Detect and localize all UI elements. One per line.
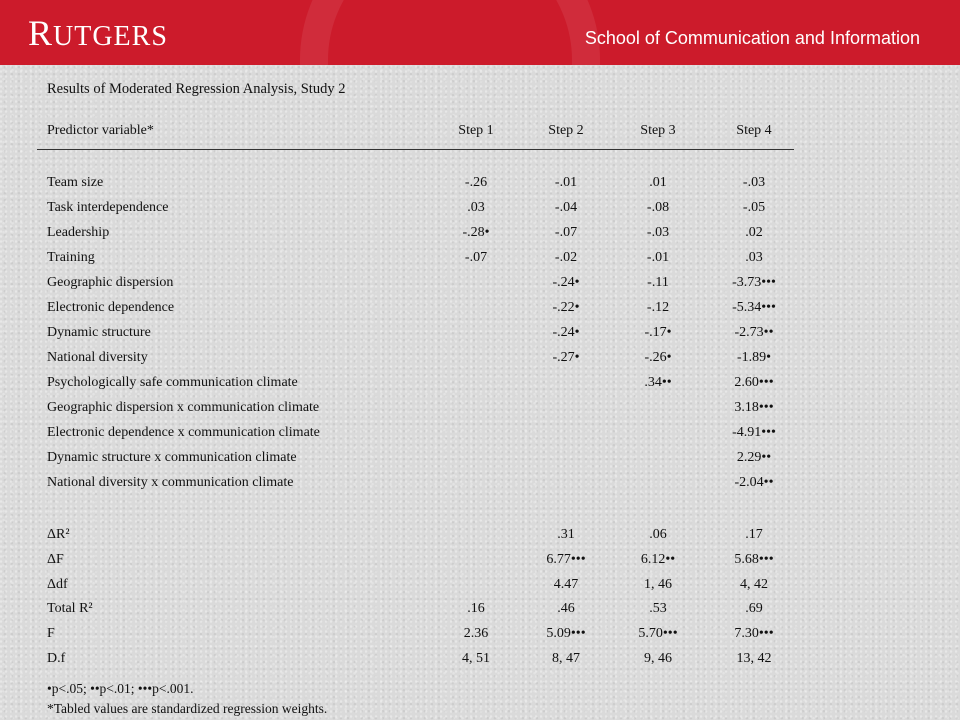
table-cell-step-3: .01 [649, 175, 667, 190]
table-cell-step-1: -.07 [464, 250, 488, 265]
stat-cell-step-4: .17 [745, 527, 763, 542]
table-row [0, 275, 960, 295]
seal-watermark [300, 0, 600, 65]
stat-cell-step-2: 4.47 [553, 577, 579, 592]
table-row [0, 450, 960, 470]
table-cell-label: Task interdependence [47, 200, 169, 215]
table-cell-step-4: -.05 [742, 200, 766, 215]
stat-cell-step-3: 6.12•• [640, 552, 676, 567]
stat-cell-label: Δdf [47, 577, 68, 592]
table-row [0, 175, 960, 195]
stat-cell-step-3: 5.70••• [638, 626, 678, 641]
stat-cell-label: ΔR² [47, 527, 70, 542]
table-cell-label: Dynamic structure [47, 325, 151, 340]
table-row [0, 375, 960, 395]
stat-cell-step-1: .16 [467, 601, 485, 616]
table-cell-step-2: -.04 [554, 200, 578, 215]
table-cell-step-1: -.26 [464, 175, 488, 190]
table-cell-step-4: -.03 [742, 175, 766, 190]
header-step-4: Step 4 [736, 123, 772, 138]
table-cell-step-4: 3.18••• [734, 400, 774, 415]
stat-cell-step-2: 8, 47 [552, 651, 580, 666]
logo-rest: UTGERS [53, 21, 168, 52]
stat-cell-step-3: 1, 46 [644, 577, 672, 592]
table-cell-step-4: -5.34••• [732, 300, 776, 315]
stat-cell-step-3: .06 [649, 527, 667, 542]
stat-cell-step-1: 4, 51 [462, 651, 490, 666]
header-banner [0, 0, 960, 65]
table-cell-step-3: -.01 [646, 250, 670, 265]
stat-cell-label: D.f [47, 651, 66, 666]
stat-row [0, 601, 960, 621]
stat-cell-step-4: 4, 42 [740, 577, 768, 592]
table-cell-label: Training [47, 250, 95, 265]
table-cell-step-3: -.12 [646, 300, 670, 315]
stat-row [0, 552, 960, 572]
table-cell-label: Team size [47, 175, 104, 190]
rutgers-logo [28, 12, 168, 54]
footnote-significance: •p<.05; ••p<.01; •••p<.001. [47, 681, 194, 696]
table-cell-step-3: .34•• [644, 375, 672, 390]
stat-cell-step-2: 6.77••• [546, 552, 586, 567]
table-row [0, 350, 960, 370]
table-cell-step-4: 2.29•• [736, 450, 772, 465]
table-cell-label: Geographic dispersion x communication climate [47, 400, 320, 415]
table-cell-step-2: -.24• [552, 275, 580, 290]
table-row [0, 250, 960, 270]
table-row [0, 325, 960, 345]
table-cell-label: Electronic dependence x communication climate [47, 425, 320, 440]
table-cell-step-2: -.01 [554, 175, 578, 190]
table-row [0, 200, 960, 220]
table-cell-step-2: -.02 [554, 250, 578, 265]
stat-cell-step-4: .69 [745, 601, 763, 616]
table-cell-step-2: -.07 [554, 225, 578, 240]
table-row [0, 475, 960, 495]
table-cell-label: Leadership [47, 225, 110, 240]
table-cell-step-2: -.27• [552, 350, 580, 365]
stat-cell-step-4: 5.68••• [734, 552, 774, 567]
table-cell-step-3: -.11 [647, 275, 669, 290]
table-cell-step-3: -.26• [644, 350, 672, 365]
header-step-3: Step 3 [640, 123, 676, 138]
table-cell-label: Electronic dependence [47, 300, 175, 315]
table-cell-step-4: -2.04•• [734, 475, 774, 490]
table-row [0, 225, 960, 245]
stat-cell-step-2: 5.09••• [546, 626, 586, 641]
table-cell-label: Psychologically safe communication climate [47, 375, 298, 390]
school-name: School of Communication and Information [584, 28, 920, 48]
stat-row [0, 577, 960, 597]
table-cell-step-2: -.24• [552, 325, 580, 340]
stat-row [0, 651, 960, 671]
table-cell-step-4: -4.91••• [732, 425, 776, 440]
table-cell-step-4: .02 [745, 225, 763, 240]
header-step-2: Step 2 [548, 123, 584, 138]
stat-cell-label: F [47, 626, 55, 641]
table-cell-step-4: -1.89• [736, 350, 772, 365]
stat-cell-step-3: 9, 46 [644, 651, 672, 666]
table-row [0, 300, 960, 320]
table-cell-step-3: -.08 [646, 200, 670, 215]
footnote-weights: *Tabled values are standardized regression weights. [47, 701, 328, 716]
table-cell-step-4: -3.73••• [732, 275, 776, 290]
header-rule [37, 149, 794, 150]
table-cell-label: Geographic dispersion [47, 275, 174, 290]
table-cell-step-3: -.17• [644, 325, 672, 340]
stat-cell-step-3: .53 [649, 601, 667, 616]
header-step-1: Step 1 [458, 123, 494, 138]
logo-initial: R [28, 13, 54, 53]
table-row [0, 425, 960, 445]
table-cell-step-4: -2.73•• [734, 325, 774, 340]
table-cell-label: National diversity x communication climate [47, 475, 294, 490]
stat-cell-step-4: 7.30••• [734, 626, 774, 641]
table-cell-label: National diversity [47, 350, 148, 365]
table-cell-step-2: -.22• [552, 300, 580, 315]
stat-cell-step-1: 2.36 [463, 626, 489, 641]
table-cell-label: Dynamic structure x communication climate [47, 450, 297, 465]
stat-cell-label: Total R² [47, 601, 93, 616]
stat-row [0, 527, 960, 547]
table-cell-step-1: -.28• [462, 225, 490, 240]
table-cell-step-3: -.03 [646, 225, 670, 240]
table-cell-step-4: .03 [745, 250, 763, 265]
stat-cell-step-2: .31 [557, 527, 575, 542]
stat-row [0, 626, 960, 646]
table-row [0, 400, 960, 420]
table-cell-step-1: .03 [467, 200, 485, 215]
stat-cell-step-2: .46 [557, 601, 575, 616]
slide-content [0, 65, 960, 720]
stat-cell-step-4: 13, 42 [736, 651, 772, 666]
table-title: Results of Moderated Regression Analysis, Study 2 [47, 81, 346, 97]
table-cell-step-4: 2.60••• [734, 375, 774, 390]
stat-cell-label: ΔF [47, 552, 64, 567]
table-header-row [0, 123, 960, 143]
header-predictor: Predictor variable* [47, 123, 154, 138]
